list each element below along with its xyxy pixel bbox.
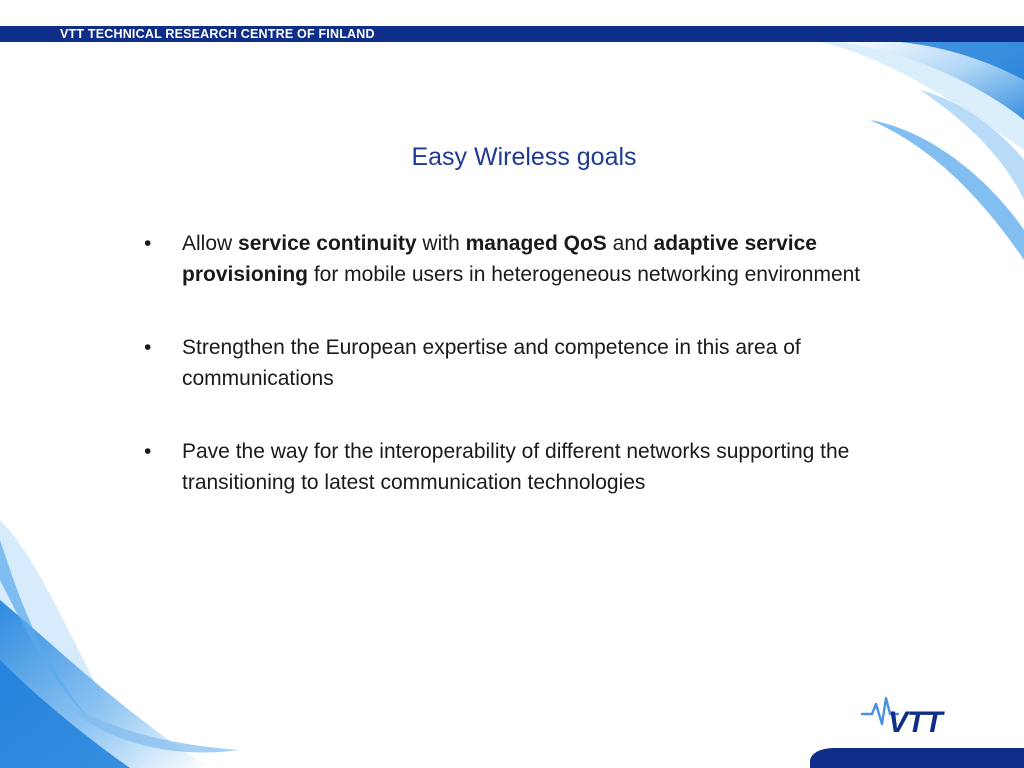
header-bar bbox=[0, 26, 1024, 42]
organization-name: VTT TECHNICAL RESEARCH CENTRE OF FINLAND bbox=[60, 27, 375, 41]
bullet-text: with bbox=[416, 232, 466, 255]
bold-term: managed QoS bbox=[465, 232, 607, 255]
bold-term: service continuity bbox=[238, 232, 417, 255]
bullet-text: for mobile users in heterogeneous networking environment bbox=[308, 263, 861, 286]
bullet-text: Pave the way for the interoperability of different networks supporting the transitioning to latest communication technologies bbox=[182, 440, 850, 494]
bullet-text: and bbox=[606, 232, 654, 255]
bullet-dot: • bbox=[144, 440, 152, 463]
bold-term: adaptive service provisioning bbox=[182, 232, 817, 286]
vtt-logo bbox=[858, 690, 970, 740]
logo-text: VTT bbox=[888, 706, 942, 739]
bullet-item bbox=[144, 228, 874, 290]
bullet-text: Strengthen the European expertise and competence in this area of communications bbox=[182, 336, 801, 390]
bullet-item bbox=[144, 332, 874, 394]
bullet-item bbox=[144, 436, 874, 498]
bullet-text: Allow bbox=[182, 232, 239, 255]
bullet-dot: • bbox=[144, 232, 152, 255]
bullet-dot: • bbox=[144, 336, 152, 359]
bullet-list bbox=[144, 228, 874, 498]
slide-title: Easy Wireless goals bbox=[411, 143, 637, 171]
